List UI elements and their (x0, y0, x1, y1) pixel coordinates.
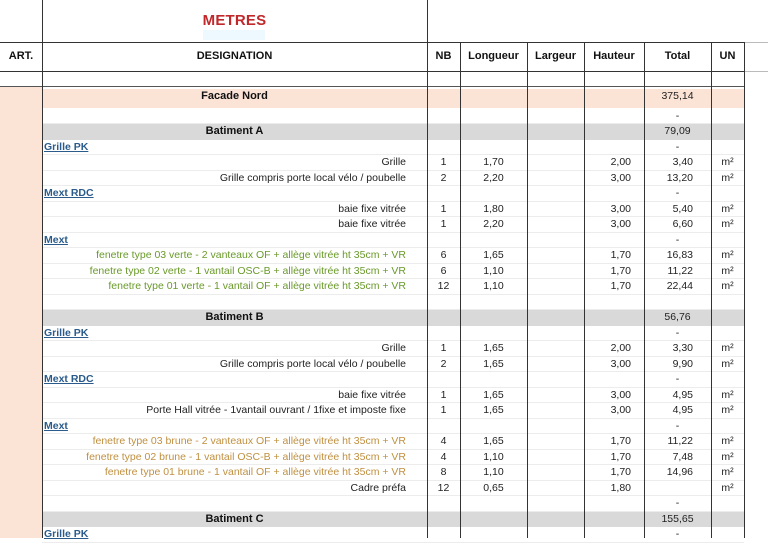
hauteur-value: 1,70 (610, 280, 631, 292)
designation-cell[interactable] (42, 481, 427, 497)
nb-cell[interactable]: 2 (440, 171, 447, 184)
group-row (42, 527, 744, 543)
unit-cell[interactable]: m² (721, 357, 734, 370)
table-row (42, 481, 744, 497)
unit-cell[interactable]: m² (721, 450, 734, 463)
hauteur-value: 1,70 (610, 450, 631, 463)
group-row (42, 419, 744, 435)
hauteur-cell[interactable] (584, 388, 644, 404)
section-title: Batiment A (205, 125, 264, 137)
group-link[interactable] (42, 419, 427, 435)
hauteur-cell[interactable] (584, 450, 644, 466)
table-row (42, 496, 744, 512)
table-row (42, 450, 744, 466)
designation-text: fenetre type 02 brune - 1 vantail OSC-B + allège vitrée ht 35cm + VR (86, 450, 406, 463)
designation-text: baie fixe vitrée (338, 218, 406, 230)
total-value: - (675, 419, 680, 432)
nb-cell[interactable]: 1 (440, 202, 447, 215)
longueur-cell[interactable]: 1,65 (483, 388, 504, 401)
total-cell[interactable] (644, 357, 711, 373)
group-link[interactable] (42, 527, 427, 543)
group-link[interactable] (42, 233, 427, 249)
table-row (42, 202, 744, 218)
table-row (42, 434, 744, 450)
hauteur-value: 1,70 (610, 435, 631, 447)
total-cell[interactable] (644, 419, 711, 435)
largeur-cell[interactable] (527, 465, 584, 481)
unit-cell[interactable]: m² (721, 171, 734, 184)
divider (744, 71, 768, 72)
nb-cell[interactable]: 12 (437, 280, 450, 292)
designation-text: baie fixe vitrée (338, 202, 406, 215)
total-cell[interactable] (644, 124, 711, 140)
building-row (42, 124, 744, 140)
group-link-label[interactable]: Mext RDC (44, 187, 94, 199)
total-cell[interactable] (644, 434, 711, 450)
largeur-cell[interactable] (527, 357, 584, 373)
largeur-cell[interactable] (527, 388, 584, 404)
designation-text: Grille compris porte local vélo / poubelle (219, 171, 406, 184)
unit-cell[interactable]: m² (721, 156, 734, 168)
hauteur-cell[interactable] (584, 217, 644, 233)
designation-text: Grille (381, 342, 406, 354)
longueur-cell[interactable]: 1,80 (483, 202, 504, 215)
table-row (42, 341, 744, 357)
largeur-cell[interactable] (527, 264, 584, 280)
total-cell[interactable] (644, 465, 711, 481)
total-cell[interactable] (644, 496, 711, 512)
hauteur-cell[interactable] (584, 357, 644, 373)
nb-cell[interactable]: 8 (440, 466, 447, 478)
nb-cell[interactable]: 4 (440, 435, 447, 447)
nb-cell[interactable]: 1 (440, 156, 447, 168)
total-cell[interactable] (644, 512, 711, 528)
hauteur-value: 1,80 (610, 481, 631, 494)
longueur-cell[interactable]: 1,10 (483, 450, 504, 463)
total-cell[interactable] (644, 326, 711, 342)
nb-cell[interactable]: 1 (440, 388, 447, 401)
building-row (42, 512, 744, 528)
total-cell[interactable] (644, 202, 711, 218)
hauteur-cell[interactable] (584, 248, 644, 264)
group-link[interactable] (42, 186, 427, 202)
group-row (42, 326, 744, 342)
designation-cell[interactable] (42, 171, 427, 187)
row-divider (42, 542, 744, 543)
total-value: 155,65 (661, 512, 694, 525)
unit-cell[interactable]: m² (721, 264, 734, 277)
nb-cell[interactable]: 4 (440, 450, 447, 463)
group-row (42, 372, 744, 388)
header-un: UN (719, 50, 736, 62)
unit-cell[interactable]: m² (721, 404, 734, 416)
unit-cell[interactable]: m² (721, 218, 734, 230)
total-value: 3,30 (672, 342, 693, 354)
unit-cell[interactable]: m² (721, 435, 734, 447)
total-value: - (675, 528, 680, 540)
total-value: - (675, 373, 680, 385)
hauteur-value: 3,00 (610, 357, 631, 370)
total-value: 16,83 (666, 249, 693, 261)
divider (42, 0, 43, 538)
designation-text: fenetre type 01 verte - 1 vantail OF + allège vitrée ht 35cm + VR (108, 280, 406, 292)
group-link-label[interactable]: Mext (44, 233, 68, 246)
designation-text: baie fixe vitrée (338, 388, 406, 401)
group-link[interactable] (42, 140, 427, 156)
longueur-cell[interactable]: 2,20 (483, 218, 504, 230)
total-cell[interactable] (644, 217, 711, 233)
designation-cell[interactable] (42, 264, 427, 280)
title-area (0, 0, 744, 42)
largeur-cell[interactable] (527, 155, 584, 171)
nb-cell[interactable]: 6 (440, 264, 447, 277)
total-cell[interactable] (644, 140, 711, 156)
longueur-cell[interactable]: 2,20 (483, 171, 504, 184)
total-cell[interactable] (644, 388, 711, 404)
header-hauteur: Hauteur (593, 50, 635, 62)
total-cell[interactable] (644, 89, 711, 108)
largeur-cell[interactable] (527, 434, 584, 450)
hauteur-cell[interactable] (584, 171, 644, 187)
unit-cell[interactable]: m² (721, 249, 734, 261)
largeur-cell[interactable] (527, 171, 584, 187)
longueur-cell[interactable]: 1,10 (483, 280, 504, 292)
largeur-cell[interactable] (527, 481, 584, 497)
designation-text: Grille compris porte local vélo / poubelle (219, 357, 406, 370)
total-cell[interactable] (644, 341, 711, 357)
unit-cell[interactable]: m² (721, 481, 734, 494)
table-row (42, 295, 744, 311)
designation-text: Grille (381, 156, 406, 168)
total-cell[interactable] (644, 481, 711, 497)
total-value: - (675, 326, 680, 339)
total-cell[interactable] (644, 403, 711, 419)
total-value: 375,14 (661, 90, 694, 102)
total-cell[interactable] (644, 279, 711, 295)
group-row (42, 233, 744, 249)
designation-text: Cadre préfa (350, 481, 406, 494)
hauteur-cell[interactable] (584, 465, 644, 481)
unit-cell[interactable]: m² (721, 466, 734, 478)
total-cell[interactable] (644, 450, 711, 466)
total-value: - (675, 109, 680, 122)
total-cell[interactable] (644, 248, 711, 264)
section-title: Facade Nord (201, 90, 268, 102)
designation-cell[interactable] (42, 388, 427, 404)
unit-cell[interactable]: m² (721, 342, 734, 354)
header-longueur: Longueur (468, 50, 519, 62)
total-cell[interactable] (644, 109, 711, 125)
divider (584, 42, 585, 538)
total-value: 7,48 (672, 450, 693, 463)
group-link-label[interactable]: Mext (44, 419, 68, 432)
header-art: ART. (8, 50, 34, 62)
nb-cell[interactable]: 1 (440, 404, 447, 416)
hauteur-value: 3,00 (610, 404, 631, 416)
section-row (42, 89, 744, 108)
divider (0, 71, 744, 72)
longueur-cell[interactable]: 1,70 (483, 156, 504, 168)
table-row (42, 279, 744, 295)
total-value: - (675, 497, 680, 509)
longueur-cell[interactable]: 1,10 (483, 264, 504, 277)
unit-cell[interactable]: m² (721, 388, 734, 401)
group-link[interactable] (42, 326, 427, 342)
hauteur-value: 1,70 (610, 249, 631, 261)
largeur-cell[interactable] (527, 279, 584, 295)
hauteur-value: 2,00 (610, 342, 631, 354)
total-value: 3,40 (672, 156, 693, 168)
largeur-cell[interactable] (527, 202, 584, 218)
table-row (42, 465, 744, 481)
art-column (0, 87, 42, 538)
table-row (42, 403, 744, 419)
nb-cell[interactable]: 12 (437, 481, 450, 494)
divider (744, 42, 745, 538)
hauteur-value: 3,00 (610, 202, 631, 215)
designation-cell[interactable] (42, 279, 427, 295)
nb-cell[interactable]: 2 (440, 357, 447, 370)
total-value: 9,90 (672, 357, 693, 370)
divider (711, 42, 712, 538)
designation-text: Porte Hall vitrée - 1vantail ouvrant / 1fixe et imposte fixe (146, 404, 406, 416)
table-row (42, 217, 744, 233)
longueur-cell[interactable]: 1,65 (483, 357, 504, 370)
header-largeur: Largeur (535, 50, 576, 62)
designation-text: fenetre type 03 brune - 2 vanteaux OF + allège vitrée ht 35cm + VR (92, 435, 406, 447)
longueur-cell[interactable]: 1,65 (483, 342, 504, 354)
section-title: Batiment C (205, 512, 264, 525)
hauteur-value: 1,70 (610, 466, 631, 478)
title-ghost (203, 30, 265, 40)
divider (427, 0, 428, 538)
group-link-label[interactable]: Grille PK (44, 140, 89, 153)
designation-cell[interactable] (42, 450, 427, 466)
group-link-label[interactable]: Mext RDC (44, 373, 94, 385)
total-value: 6,60 (672, 218, 693, 230)
hauteur-value: 1,70 (610, 264, 631, 277)
largeur-cell[interactable] (527, 450, 584, 466)
table-row (42, 248, 744, 264)
designation-cell[interactable] (42, 341, 427, 357)
table-row (42, 388, 744, 404)
designation-cell[interactable] (42, 403, 427, 419)
longueur-cell[interactable]: 1,10 (483, 466, 504, 478)
sheet-title: METRES (202, 12, 267, 29)
designation-cell[interactable] (42, 248, 427, 264)
designation-cell[interactable] (42, 202, 427, 218)
longueur-cell[interactable]: 1,65 (483, 404, 504, 416)
hauteur-value: 2,00 (610, 156, 631, 168)
total-value: 22,44 (666, 280, 693, 292)
hauteur-value: 3,00 (610, 171, 631, 184)
designation-text: fenetre type 02 verte - 1 vantail OSC-B + allège vitrée ht 35cm + VR (89, 264, 406, 277)
nb-cell[interactable]: 6 (440, 249, 447, 261)
divider (644, 42, 645, 538)
hauteur-cell[interactable] (584, 403, 644, 419)
largeur-cell[interactable] (527, 217, 584, 233)
table-row (42, 155, 744, 171)
largeur-cell[interactable] (527, 248, 584, 264)
divider (744, 42, 768, 43)
table-row (42, 109, 744, 125)
designation-cell[interactable] (42, 155, 427, 171)
total-value: 4,95 (672, 388, 693, 401)
hauteur-value: 3,00 (610, 388, 631, 401)
header-designation: DESIGNATION (196, 50, 273, 62)
longueur-cell[interactable]: 1,65 (483, 435, 504, 447)
designation-text: fenetre type 01 brune - 1 vantail OF + allège vitrée ht 35cm + VR (104, 466, 406, 478)
total-value: 5,40 (672, 202, 693, 215)
total-value: 14,96 (666, 466, 693, 478)
divider (0, 86, 744, 87)
total-cell[interactable] (644, 186, 711, 202)
total-cell[interactable] (644, 155, 711, 171)
group-link-label[interactable]: Grille PK (44, 326, 89, 339)
header-total: Total (664, 50, 691, 62)
unit-cell[interactable]: m² (721, 202, 734, 215)
total-value: 56,76 (664, 311, 691, 323)
designation-cell[interactable] (42, 217, 427, 233)
hauteur-cell[interactable] (584, 481, 644, 497)
total-cell[interactable] (644, 264, 711, 280)
designation-cell[interactable] (42, 434, 427, 450)
hauteur-cell[interactable] (584, 155, 644, 171)
total-value: 11,22 (667, 435, 693, 447)
total-cell[interactable] (644, 527, 711, 543)
hauteur-cell[interactable] (584, 341, 644, 357)
section-title: Batiment B (205, 311, 264, 323)
designation-text: fenetre type 03 verte - 2 vanteaux OF + allège vitrée ht 35cm + VR (96, 249, 406, 261)
hauteur-value: 3,00 (610, 218, 631, 230)
building-row (42, 310, 744, 326)
largeur-cell[interactable] (527, 403, 584, 419)
total-value: - (675, 233, 680, 246)
hauteur-cell[interactable] (584, 434, 644, 450)
hauteur-cell[interactable] (584, 264, 644, 280)
group-row (42, 186, 744, 202)
divider (527, 42, 528, 538)
total-value: 11,22 (667, 264, 693, 277)
designation-cell[interactable] (42, 357, 427, 373)
largeur-cell[interactable] (527, 341, 584, 357)
table-row (42, 171, 744, 187)
total-value: 13,20 (666, 171, 693, 184)
group-row (42, 140, 744, 156)
header-nb: NB (435, 50, 452, 62)
total-cell[interactable] (644, 171, 711, 187)
total-value: - (675, 140, 680, 153)
table-row (42, 264, 744, 280)
total-value: 79,09 (664, 125, 691, 137)
nb-cell[interactable]: 1 (440, 342, 447, 354)
group-link-label[interactable]: Grille PK (44, 528, 89, 540)
nb-cell[interactable]: 1 (440, 218, 447, 230)
total-cell[interactable] (644, 372, 711, 388)
total-cell[interactable] (644, 310, 711, 326)
total-value: 4,95 (672, 404, 693, 416)
total-value: - (675, 187, 680, 199)
longueur-cell[interactable]: 1,65 (483, 249, 504, 261)
unit-cell[interactable]: m² (721, 280, 734, 292)
table-row (42, 357, 744, 373)
total-cell[interactable] (644, 233, 711, 249)
group-link[interactable] (42, 372, 427, 388)
divider (460, 42, 461, 538)
longueur-cell[interactable]: 0,65 (483, 481, 504, 494)
hauteur-cell[interactable] (584, 279, 644, 295)
divider (0, 42, 744, 43)
designation-cell[interactable] (42, 465, 427, 481)
hauteur-cell[interactable] (584, 202, 644, 218)
total-value (693, 482, 711, 494)
